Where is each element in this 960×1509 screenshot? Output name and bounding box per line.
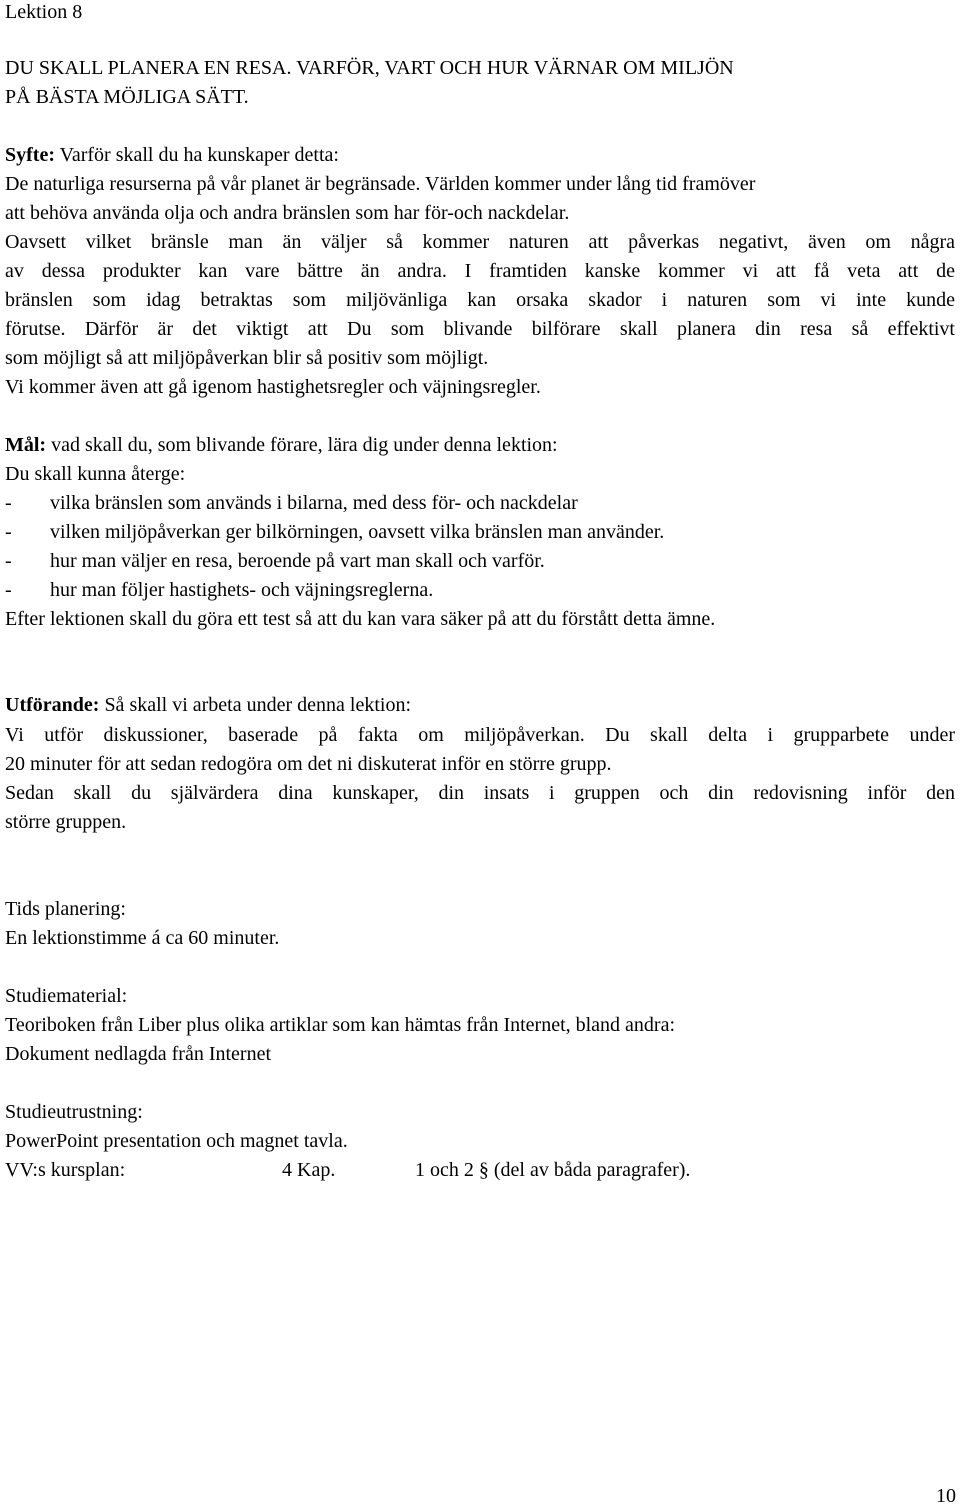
section-icon: § bbox=[478, 1159, 489, 1181]
syfte-heading bbox=[5, 143, 339, 167]
studiematerial-line-1: Teoriboken från Liber plus olika artiklar som kan hämtas från Internet, bland andra: bbox=[5, 1014, 676, 1036]
utforande-line-2: 20 minuter för att sedan redogöra om det ni diskuterat inför en större grupp. bbox=[5, 753, 612, 775]
list-item bbox=[5, 520, 664, 544]
kursplan-line bbox=[5, 1158, 690, 1182]
tids-value: En lektionstimme á ca 60 minuter. bbox=[5, 927, 280, 949]
syfte-line-1: De naturliga resurserna på vår planet är begränsade. Världen kommer under lång tid framöver bbox=[5, 173, 756, 195]
utforande-label: Utförande: bbox=[5, 694, 100, 716]
kursplan-sections: 1 och 2 bbox=[415, 1159, 479, 1181]
studieutrustning-label: Studieutrustning: bbox=[5, 1101, 143, 1123]
syfte-line-8: Vi kommer även att gå igenom hastighetsregler och väjningsregler. bbox=[5, 376, 541, 398]
syfte-line-4: av dessa produkter kan vare bättre än andra. I framtiden kanske kommer vi att få veta att de bbox=[5, 260, 955, 282]
kursplan-label: VV:s kursplan: bbox=[5, 1159, 126, 1181]
kursplan-kap: 4 Kap. bbox=[282, 1159, 336, 1181]
utforande-line-1: Vi utför diskussioner, baserade på fakta om miljöpåverkan. Du skall delta i grupparbete under bbox=[5, 724, 955, 746]
list-item-text: vilken miljöpåverkan ger bilkörningen, oavsett vilka bränslen man använder. bbox=[50, 521, 665, 543]
list-item-text: vilka bränslen som används i bilarna, med dess för- och nackdelar bbox=[50, 492, 578, 514]
syfte-heading-text: Varför skall du ha kunskaper detta: bbox=[54, 144, 339, 166]
studiematerial-line-2: Dokument nedlagda från Internet bbox=[5, 1043, 272, 1065]
page-number: 10 bbox=[936, 1485, 956, 1507]
utforande-line-4: större gruppen. bbox=[5, 811, 127, 833]
mal-heading bbox=[5, 433, 558, 457]
list-dash: - bbox=[5, 579, 12, 601]
list-dash: - bbox=[5, 492, 12, 514]
headline-line-2: PÅ BÄSTA MÖJLIGA SÄTT. bbox=[5, 86, 249, 108]
tids-label: Tids planering: bbox=[5, 898, 126, 920]
headline-line-1: DU SKALL PLANERA EN RESA. VARFÖR, VART OCH HUR VÄRNAR OM MILJÖN bbox=[5, 57, 734, 79]
list-item-text: hur man följer hastighets- och väjningsreglerna. bbox=[50, 579, 434, 601]
mal-label: Mål: bbox=[5, 434, 47, 456]
mal-after: Efter lektionen skall du göra ett test så att du kan vara säker på att du förstått detta ämne. bbox=[5, 608, 716, 630]
syfte-label: Syfte: bbox=[5, 144, 55, 166]
mal-heading-text: vad skall du, som blivande förare, lära dig under denna lektion: bbox=[46, 434, 558, 456]
syfte-line-7: som möjligt så att miljöpåverkan blir så positiv som möjligt. bbox=[5, 347, 489, 369]
list-item-text: hur man väljer en resa, beroende på vart man skall och varför. bbox=[50, 550, 545, 572]
studiematerial-label: Studiematerial: bbox=[5, 985, 128, 1007]
kursplan-rest: (del av båda paragrafer). bbox=[488, 1159, 691, 1181]
syfte-line-6: förutse. Därför är det viktigt att Du som blivande bilförare skall planera din resa så effektivt bbox=[5, 318, 955, 340]
studieutrustning-value: PowerPoint presentation och magnet tavla. bbox=[5, 1130, 348, 1152]
syfte-line-2: att behöva använda olja och andra bränslen som har för-och nackdelar. bbox=[5, 202, 570, 224]
list-item bbox=[5, 549, 545, 573]
syfte-line-5: bränslen som idag betraktas som miljövänliga kan orsaka skador i naturen som vi inte kunde bbox=[5, 289, 955, 311]
list-dash: - bbox=[5, 550, 12, 572]
lesson-label: Lektion 8 bbox=[5, 1, 83, 23]
list-item bbox=[5, 578, 433, 602]
utforande-heading bbox=[5, 693, 411, 717]
list-item bbox=[5, 491, 578, 515]
utforande-line-3: Sedan skall du självärdera dina kunskaper, din insats i gruppen och din redovisning inför den bbox=[5, 782, 955, 804]
mal-intro: Du skall kunna återge: bbox=[5, 463, 186, 485]
syfte-line-3: Oavsett vilket bränsle man än väljer så kommer naturen att påverkas negativt, även om några bbox=[5, 231, 955, 253]
utforande-heading-text: Så skall vi arbeta under denna lektion: bbox=[99, 694, 412, 716]
list-dash: - bbox=[5, 521, 12, 543]
